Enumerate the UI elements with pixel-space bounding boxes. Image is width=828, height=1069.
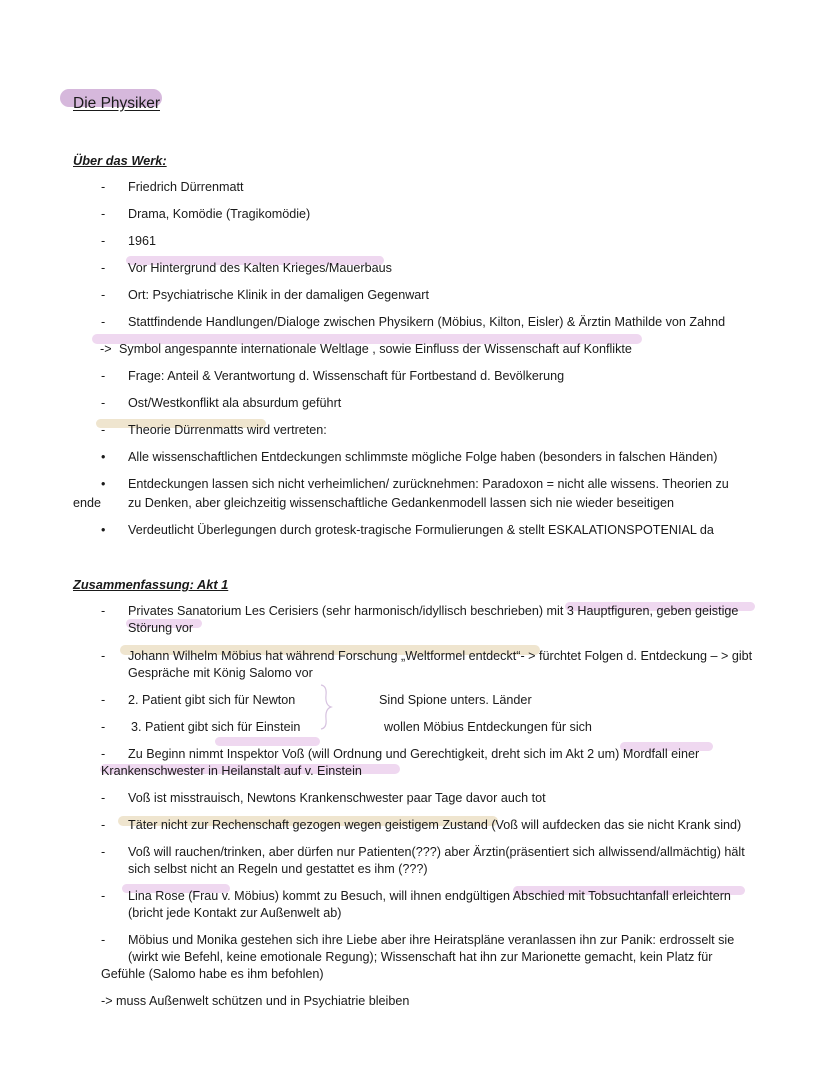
- list-item: Friedrich Dürrenmatt: [128, 180, 244, 194]
- list-item: Ort: Psychiatrische Klinik in der damaligen Gegenwart: [128, 288, 429, 302]
- list-item: Täter nicht zur Rechenschaft gezogen wegen geistigem Zustand (Voß will aufdecken das sie nicht Krank sind): [128, 818, 742, 832]
- list-marker: -: [101, 649, 106, 663]
- list-item: Symbol angespannte internationale Weltlage , sowie Einfluss der Wissenschaft auf Konflikte: [119, 342, 632, 356]
- section-heading-ueber-das-werk: Über das Werk:: [73, 153, 167, 168]
- bullet-marker: •: [101, 477, 106, 491]
- list-item: Zu Beginn nimmt Inspektor Voß (will Ordnung und Gerechtigkeit, dreht sich im Akt 2 um) Mordfall einer: [128, 747, 700, 761]
- list-item: 1961: [128, 234, 157, 248]
- list-marker: -: [101, 889, 106, 903]
- list-item-continuation: Gefühle (Salomo habe es ihm befohlen): [101, 967, 324, 981]
- list-marker: -: [101, 818, 106, 832]
- list-item: Entdeckungen lassen sich nicht verheimlichen/ zurücknehmen: Paradoxon = nicht alle wissens. Theorien zu: [128, 477, 729, 491]
- list-item: Johann Wilhelm Möbius hat während Forschung „Weltformel entdeckt“- > fürchtet Folgen d. Entdeckung – > gibt: [128, 649, 753, 663]
- side-note: Sind Spione unters. Länder: [379, 693, 532, 707]
- page-title: Die Physiker: [73, 95, 160, 112]
- list-marker: -: [101, 791, 106, 805]
- list-marker: -: [101, 234, 106, 248]
- list-item: Theorie Dürrenmatts wird vertreten:: [128, 423, 327, 437]
- list-item: Drama, Komödie (Tragikomödie): [128, 207, 311, 221]
- margin-note: ende: [73, 496, 102, 510]
- list-item: 2. Patient gibt sich für Newton: [128, 693, 296, 707]
- list-item-continuation: Störung vor: [128, 621, 194, 635]
- list-marker: -: [101, 423, 106, 437]
- list-item-continuation: (bricht jede Kontakt zur Außenwelt ab): [128, 906, 342, 920]
- list-item: Stattfindende Handlungen/Dialoge zwischen Physikern (Möbius, Kilton, Eisler) & Ärztin Mathilde von Zahnd: [128, 315, 726, 329]
- conclusion-line: -> muss Außenwelt schützen und in Psychiatrie bleiben: [101, 994, 410, 1008]
- list-item: Frage: Anteil & Verantwortung d. Wissenschaft für Fortbestand d. Bevölkerung: [128, 369, 565, 383]
- list-item-continuation: Krankenschwester in Heilanstalt auf v. Einstein: [101, 764, 362, 778]
- list-marker: -: [101, 720, 106, 734]
- list-marker: -: [101, 288, 106, 302]
- list-item: Lina Rose (Frau v. Möbius) kommt zu Besuch, will ihnen endgültigen Abschied mit Tobsuchtanfall erleichtern: [128, 889, 731, 903]
- list-item-continuation: (wirkt wie Befehl, keine emotionale Regung); Wissenschaft hat ihn zur Marionette gemacht, kein Platz für: [128, 950, 713, 964]
- list-marker: -: [101, 396, 106, 410]
- bullet-marker: •: [101, 450, 106, 464]
- highlight-inspektor: [215, 737, 320, 746]
- list-item: Voß will rauchen/trinken, aber dürfen nur Patienten(???) aber Ärztin(präsentiert sich allwissend/allmächtig) hält: [128, 845, 745, 859]
- list-marker: -: [101, 369, 106, 383]
- list-marker: -: [101, 693, 106, 707]
- list-marker: -: [101, 604, 106, 618]
- list-item: Vor Hintergrund des Kalten Krieges/Mauerbaus: [128, 261, 392, 275]
- list-item: 3. Patient gibt sich für Einstein: [131, 720, 301, 734]
- list-item: Verdeutlicht Überlegungen durch grotesk-tragische Formulierungen & stellt ESKALATIONSPOTENIAL da: [128, 523, 714, 537]
- list-item: Ost/Westkonflikt ala absurdum geführt: [128, 396, 342, 410]
- side-note: wollen Möbius Entdeckungen für sich: [384, 720, 592, 734]
- list-marker: -: [101, 845, 106, 859]
- section-heading-zusammenfassung: Zusammenfassung: Akt 1: [73, 577, 229, 592]
- list-marker: -: [101, 747, 106, 761]
- list-item: Möbius und Monika gestehen sich ihre Liebe aber ihre Heiratspläne veranlassen ihn zur Panik: erdrosselt sie: [128, 933, 735, 947]
- list-item: Privates Sanatorium Les Cerisiers (sehr harmonisch/idyllisch beschrieben) mit 3 Hauptfiguren, geben geistige: [128, 604, 739, 618]
- arrow-marker: ->: [100, 342, 112, 356]
- list-item: Voß ist misstrauisch, Newtons Krankenschwester paar Tage davor auch tot: [128, 791, 546, 805]
- list-marker: -: [101, 933, 106, 947]
- list-item-continuation: Gespräche mit König Salomo vor: [128, 666, 313, 680]
- list-item-continuation: sich selbst nicht an Regeln und gestattet es ihm (???): [128, 862, 428, 876]
- list-marker: -: [101, 207, 106, 221]
- list-item-continuation: zu Denken, aber gleichzeitig wissenschaftliche Gedankenmodell lassen sich nie wieder beseitigen: [128, 496, 675, 510]
- list-marker: -: [101, 261, 106, 275]
- list-marker: -: [101, 180, 106, 194]
- list-marker: -: [101, 315, 106, 329]
- bullet-marker: •: [101, 523, 106, 537]
- list-item: Alle wissenschaftlichen Entdeckungen schlimmste mögliche Folge haben (besonders in falschen Händen): [128, 450, 718, 464]
- curly-brace-icon: [318, 683, 336, 731]
